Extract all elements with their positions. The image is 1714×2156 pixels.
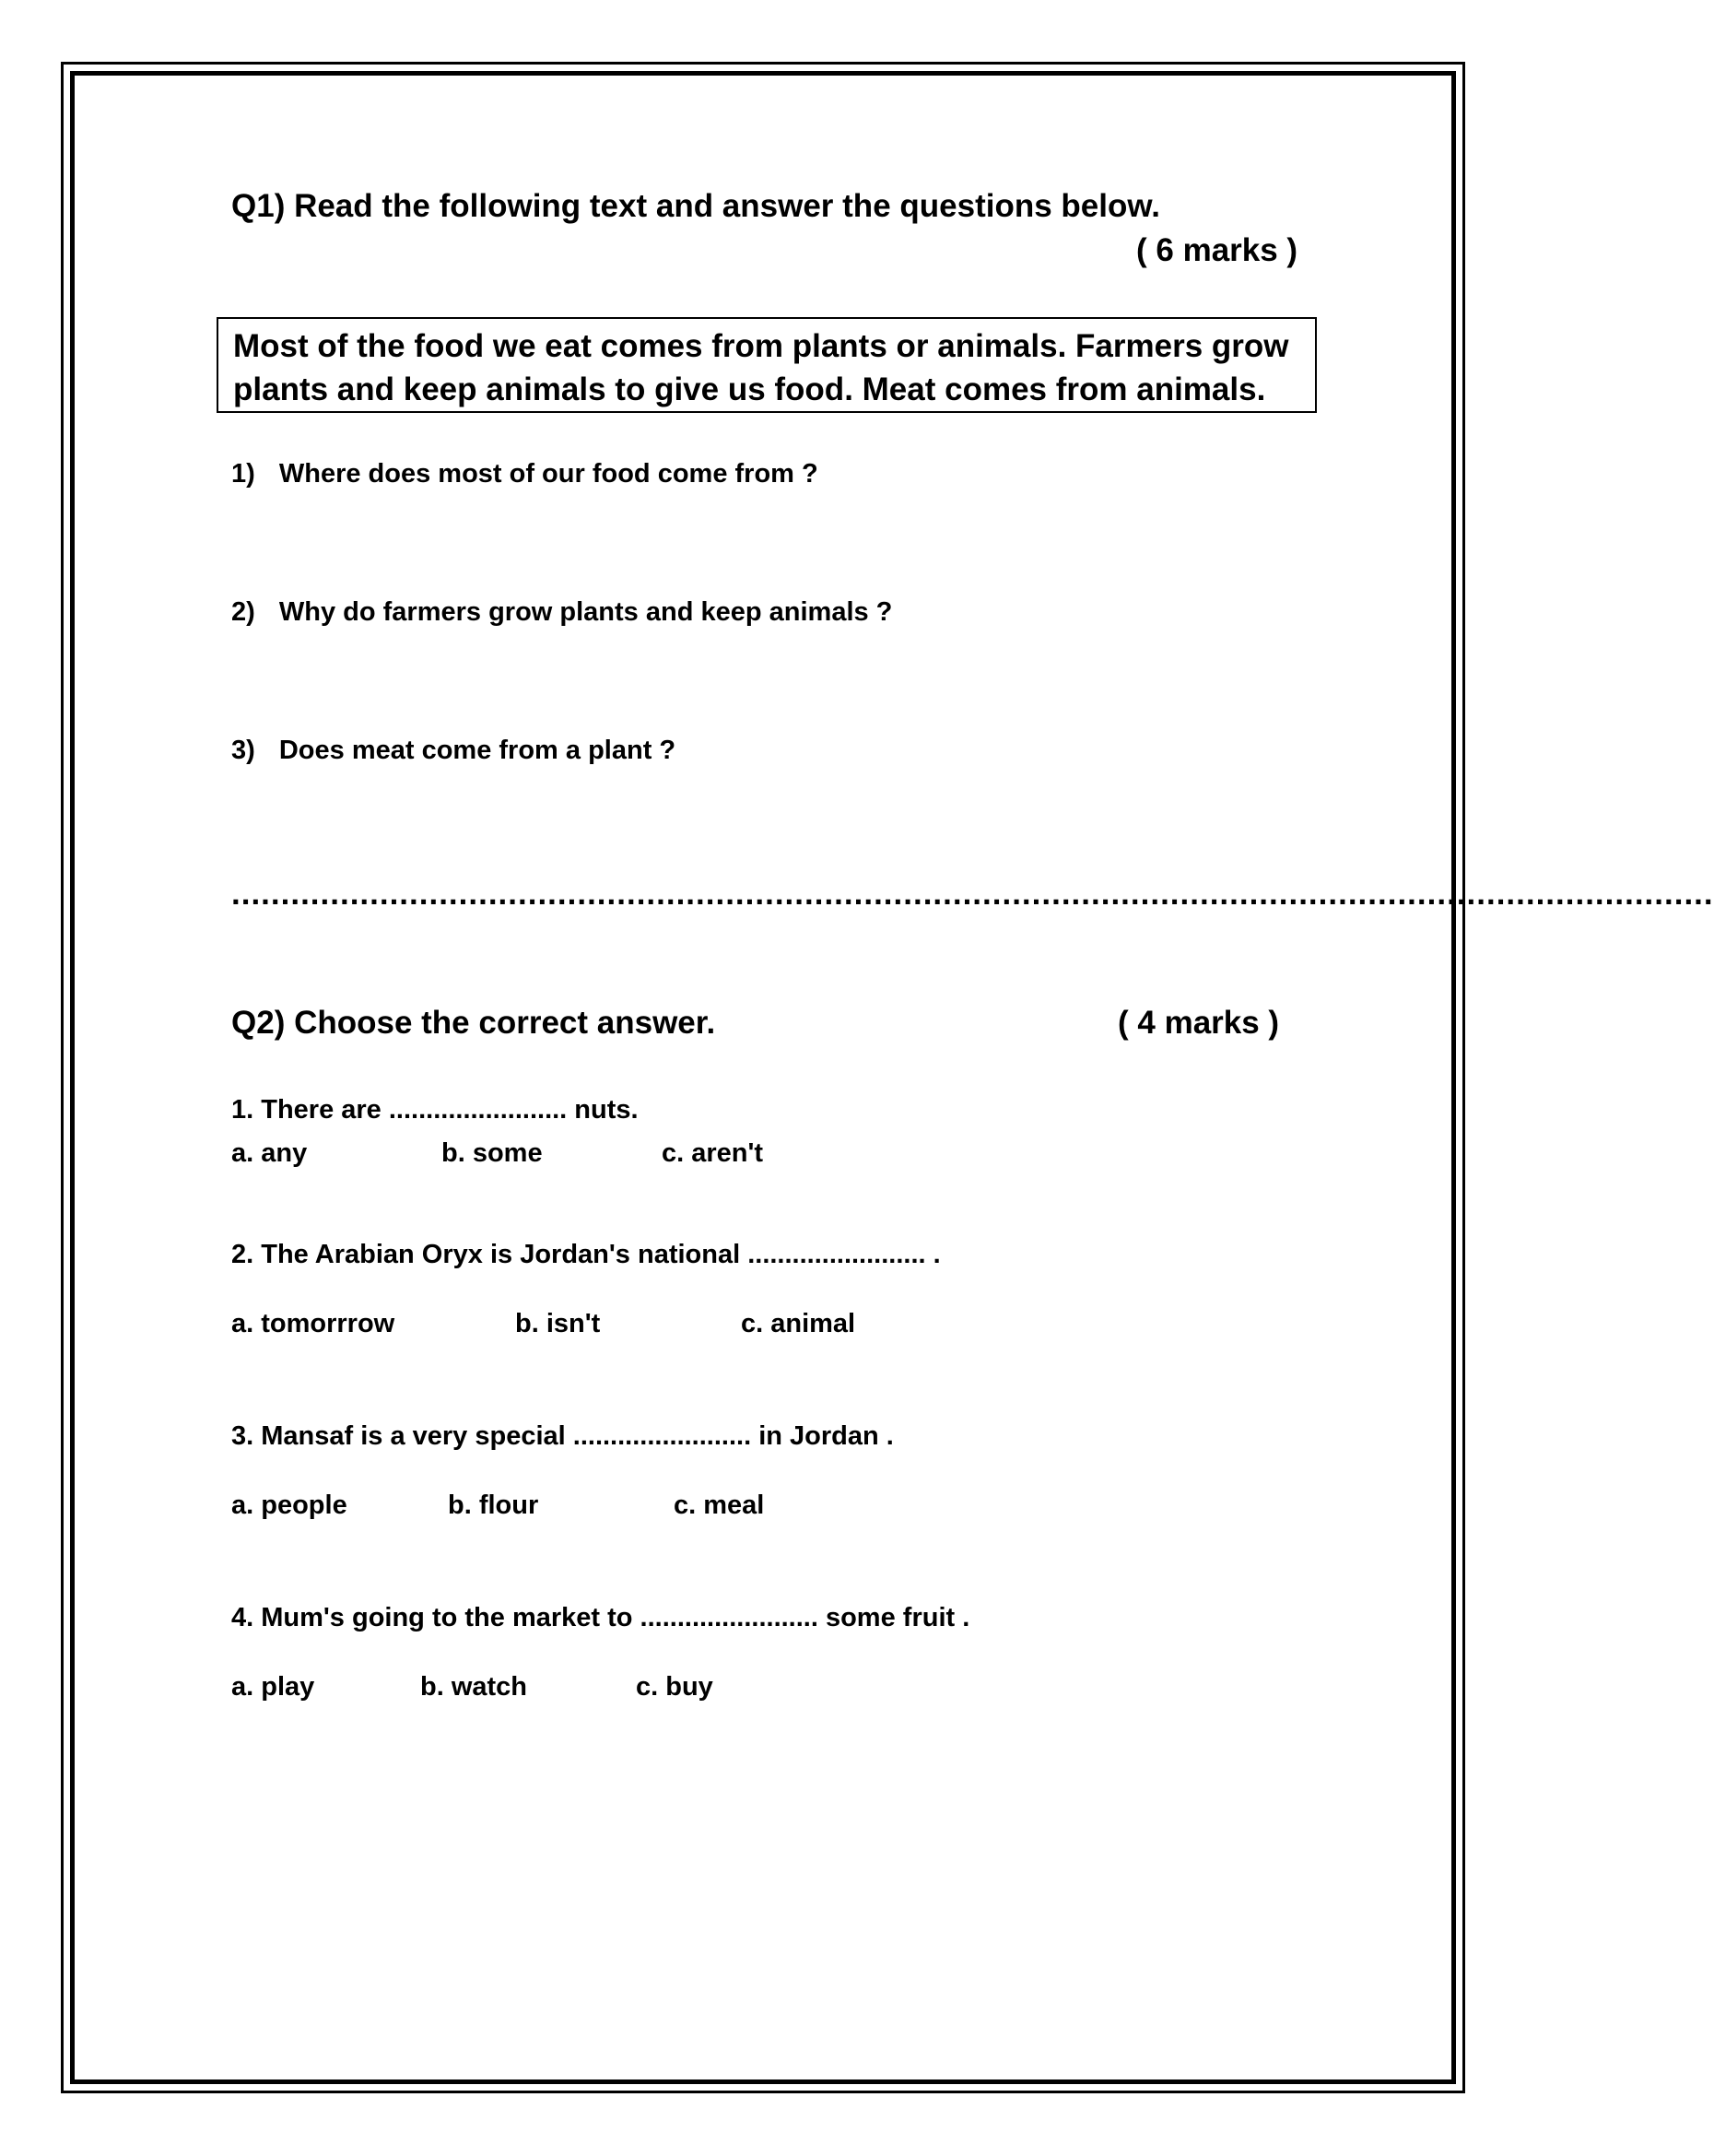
q2-marks: ( 4 marks ) bbox=[1118, 1005, 1280, 1041]
q2-item-3-stem: 3. Mansaf is a very special ........................ in Jordan . bbox=[231, 1421, 894, 1451]
q1-question-2-number: 2) bbox=[231, 597, 255, 627]
q1-question-1-number: 1) bbox=[231, 459, 255, 489]
q2-item-4-stem: 4. Mum's going to the market to ........................ some fruit . bbox=[231, 1603, 970, 1632]
q2-item-4-option-b: b. watch bbox=[420, 1672, 528, 1702]
answer-dotted-line: ...................................................................................................................................................... bbox=[231, 876, 1714, 912]
q2-item-1-option-c: c. aren't bbox=[662, 1138, 764, 1168]
q2-item-2-stem: 2. The Arabian Oryx is Jordan's national ........................ . bbox=[231, 1240, 941, 1269]
q2-item-1-option-a: a. any bbox=[231, 1138, 308, 1168]
q2-item-3-option-c: c. meal bbox=[674, 1490, 765, 1520]
q2-item-1-option-b: b. some bbox=[441, 1138, 543, 1168]
passage-line-2: plants and keep animals to give us food. Meat comes from animals. bbox=[233, 371, 1266, 407]
passage-line-1: Most of the food we eat comes from plants or animals. Farmers grow bbox=[233, 328, 1289, 364]
q1-question-3 bbox=[231, 736, 675, 766]
q2-title: Q2) Choose the correct answer. bbox=[231, 1005, 716, 1041]
q2-item-2-option-c: c. animal bbox=[741, 1309, 856, 1338]
q2-item-2-option-a: a. tomorrrow bbox=[231, 1309, 395, 1338]
q2-item-4-option-c: c. buy bbox=[636, 1672, 713, 1702]
q1-title: Q1) Read the following text and answer the questions below. bbox=[231, 188, 1160, 224]
reading-passage bbox=[217, 317, 1317, 413]
q2-item-2-option-b: b. isn't bbox=[515, 1309, 601, 1338]
q2-item-3-option-b: b. flour bbox=[448, 1490, 539, 1520]
q1-question-2-text: Why do farmers grow plants and keep animals ? bbox=[278, 597, 893, 627]
q1-marks: ( 6 marks ) bbox=[1136, 232, 1298, 268]
q1-question-3-text: Does meat come from a plant ? bbox=[278, 736, 676, 765]
q1-question-1 bbox=[231, 459, 818, 489]
q2-item-1-stem: 1. There are ........................ nuts. bbox=[231, 1095, 639, 1125]
q1-question-2 bbox=[231, 597, 892, 628]
q1-question-3-number: 3) bbox=[231, 736, 255, 765]
q2-item-3-option-a: a. people bbox=[231, 1490, 347, 1520]
q2-item-4-option-a: a. play bbox=[231, 1672, 315, 1702]
q1-question-1-text: Where does most of our food come from ? bbox=[278, 459, 818, 489]
